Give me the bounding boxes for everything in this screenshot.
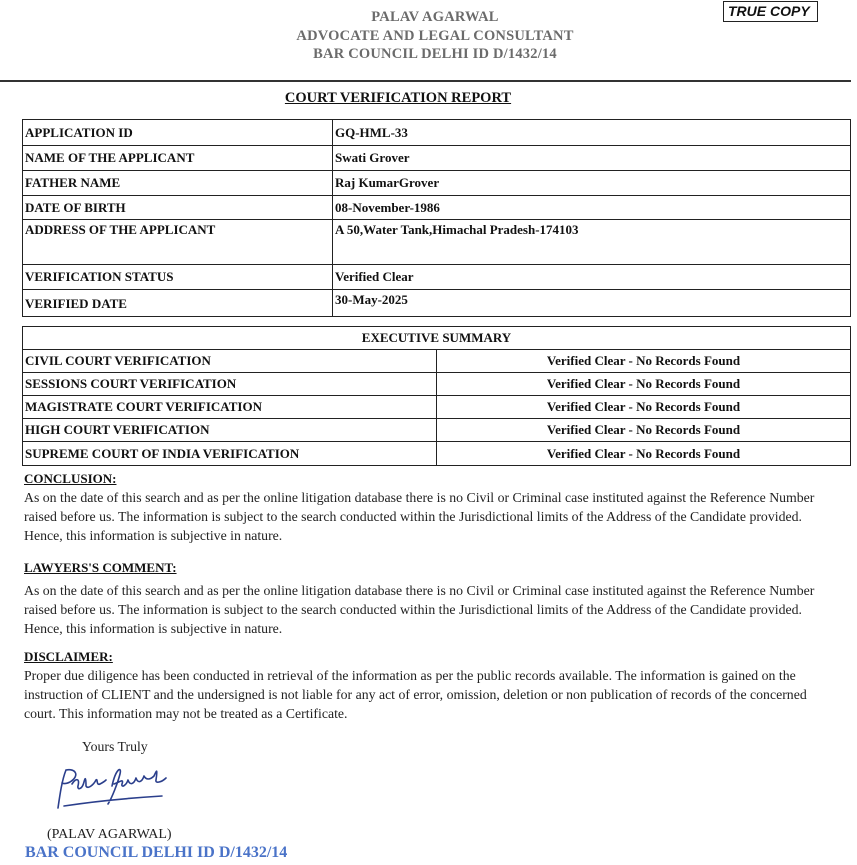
- report-title: COURT VERIFICATION REPORT: [284, 90, 512, 106]
- details-value: GQ-HML-33: [333, 120, 851, 146]
- details-value: Raj KumarGrover: [333, 171, 851, 196]
- details-label: ADDRESS OF THE APPLICANT: [23, 220, 333, 265]
- true-copy-stamp: TRUE COPY: [723, 1, 818, 22]
- summary-label: SESSIONS COURT VERIFICATION: [23, 373, 437, 396]
- handwritten-signature: [50, 764, 170, 814]
- summary-result: Verified Clear - No Records Found: [437, 419, 851, 442]
- summary-heading: EXECUTIVE SUMMARY: [23, 327, 851, 350]
- details-label: VERIFIED DATE: [23, 290, 333, 317]
- summary-result: Verified Clear - No Records Found: [437, 396, 851, 419]
- advocate-bar-id: BAR COUNCIL DELHI ID D/1432/14: [313, 46, 557, 62]
- advocate-designation: ADVOCATE AND LEGAL CONSULTANT: [296, 27, 574, 44]
- details-label: DATE OF BIRTH: [23, 196, 333, 220]
- executive-summary-table: [22, 326, 851, 466]
- applicant-details-table: [22, 119, 851, 317]
- summary-label: HIGH COURT VERIFICATION: [23, 419, 437, 442]
- details-value: Verified Clear: [333, 265, 851, 290]
- summary-row-supreme-court: [23, 442, 851, 466]
- summary-row-magistrate: [23, 396, 851, 419]
- details-row-application-id: [23, 120, 851, 146]
- summary-result: Verified Clear - No Records Found: [437, 373, 851, 396]
- summary-row-civil: [23, 350, 851, 373]
- details-value: Swati Grover: [333, 146, 851, 171]
- summary-row-high-court: [23, 419, 851, 442]
- summary-label: SUPREME COURT OF INDIA VERIFICATION: [23, 442, 437, 466]
- signatory-name: (PALAV AGARWAL): [47, 827, 172, 842]
- details-label: APPLICATION ID: [23, 120, 333, 146]
- disclaimer-title: DISCLAIMER:: [24, 649, 113, 664]
- signatory-bar-id: BAR COUNCIL DELHI ID D/1432/14: [25, 844, 288, 861]
- details-value: A 50,Water Tank,Himachal Pradesh-174103: [333, 220, 851, 265]
- summary-result: Verified Clear - No Records Found: [437, 442, 851, 466]
- disclaimer-text: Proper due diligence has been conducted in retrieval of the information as per the public records available. The information is gained on the instruction of CLIENT and the undersigned is not liable for any act of error, omission, deletion or non publication of records of the concerned court. This information may not be treated as a Certificate.: [24, 668, 807, 721]
- details-row-address: [23, 220, 851, 265]
- details-label: NAME OF THE APPLICANT: [23, 146, 333, 171]
- lawyers-comment-text: As on the date of this search and as per the online litigation database there is no Civil or Criminal case instituted against the Reference Number raised before us. The information is subject to the search conducted within the Jurisdictional limits of the Address of the Candidate provided. Hence, this information is subjective in nature.: [24, 583, 815, 636]
- details-value: 30-May-2025: [333, 290, 851, 317]
- details-row-father-name: [23, 171, 851, 196]
- summary-heading-row: [23, 327, 851, 350]
- details-label: VERIFICATION STATUS: [23, 265, 333, 290]
- advocate-name: PALAV AGARWAL: [371, 9, 499, 25]
- summary-label: CIVIL COURT VERIFICATION: [23, 350, 437, 373]
- yours-truly: Yours Truly: [82, 739, 148, 754]
- summary-result: Verified Clear - No Records Found: [437, 350, 851, 373]
- details-row-date-of-birth: [23, 196, 851, 220]
- summary-label: MAGISTRATE COURT VERIFICATION: [23, 396, 437, 419]
- details-row-verified-date: [23, 290, 851, 317]
- summary-row-sessions: [23, 373, 851, 396]
- header-divider: [0, 80, 851, 82]
- lawyers-comment-title: LAWYERS'S COMMENT:: [24, 560, 177, 575]
- conclusion-text: As on the date of this search and as per the online litigation database there is no Civil or Criminal case instituted against the Reference Number raised before us. The information is subject to the search conducted within the Jurisdictional limits of the Address of the Candidate provided. Hence, this information is subjective in nature.: [24, 490, 815, 543]
- details-row-verification-status: [23, 265, 851, 290]
- details-value: 08-November-1986: [333, 196, 851, 220]
- details-row-applicant-name: [23, 146, 851, 171]
- conclusion-title: CONCLUSION:: [24, 471, 117, 486]
- details-label: FATHER NAME: [23, 171, 333, 196]
